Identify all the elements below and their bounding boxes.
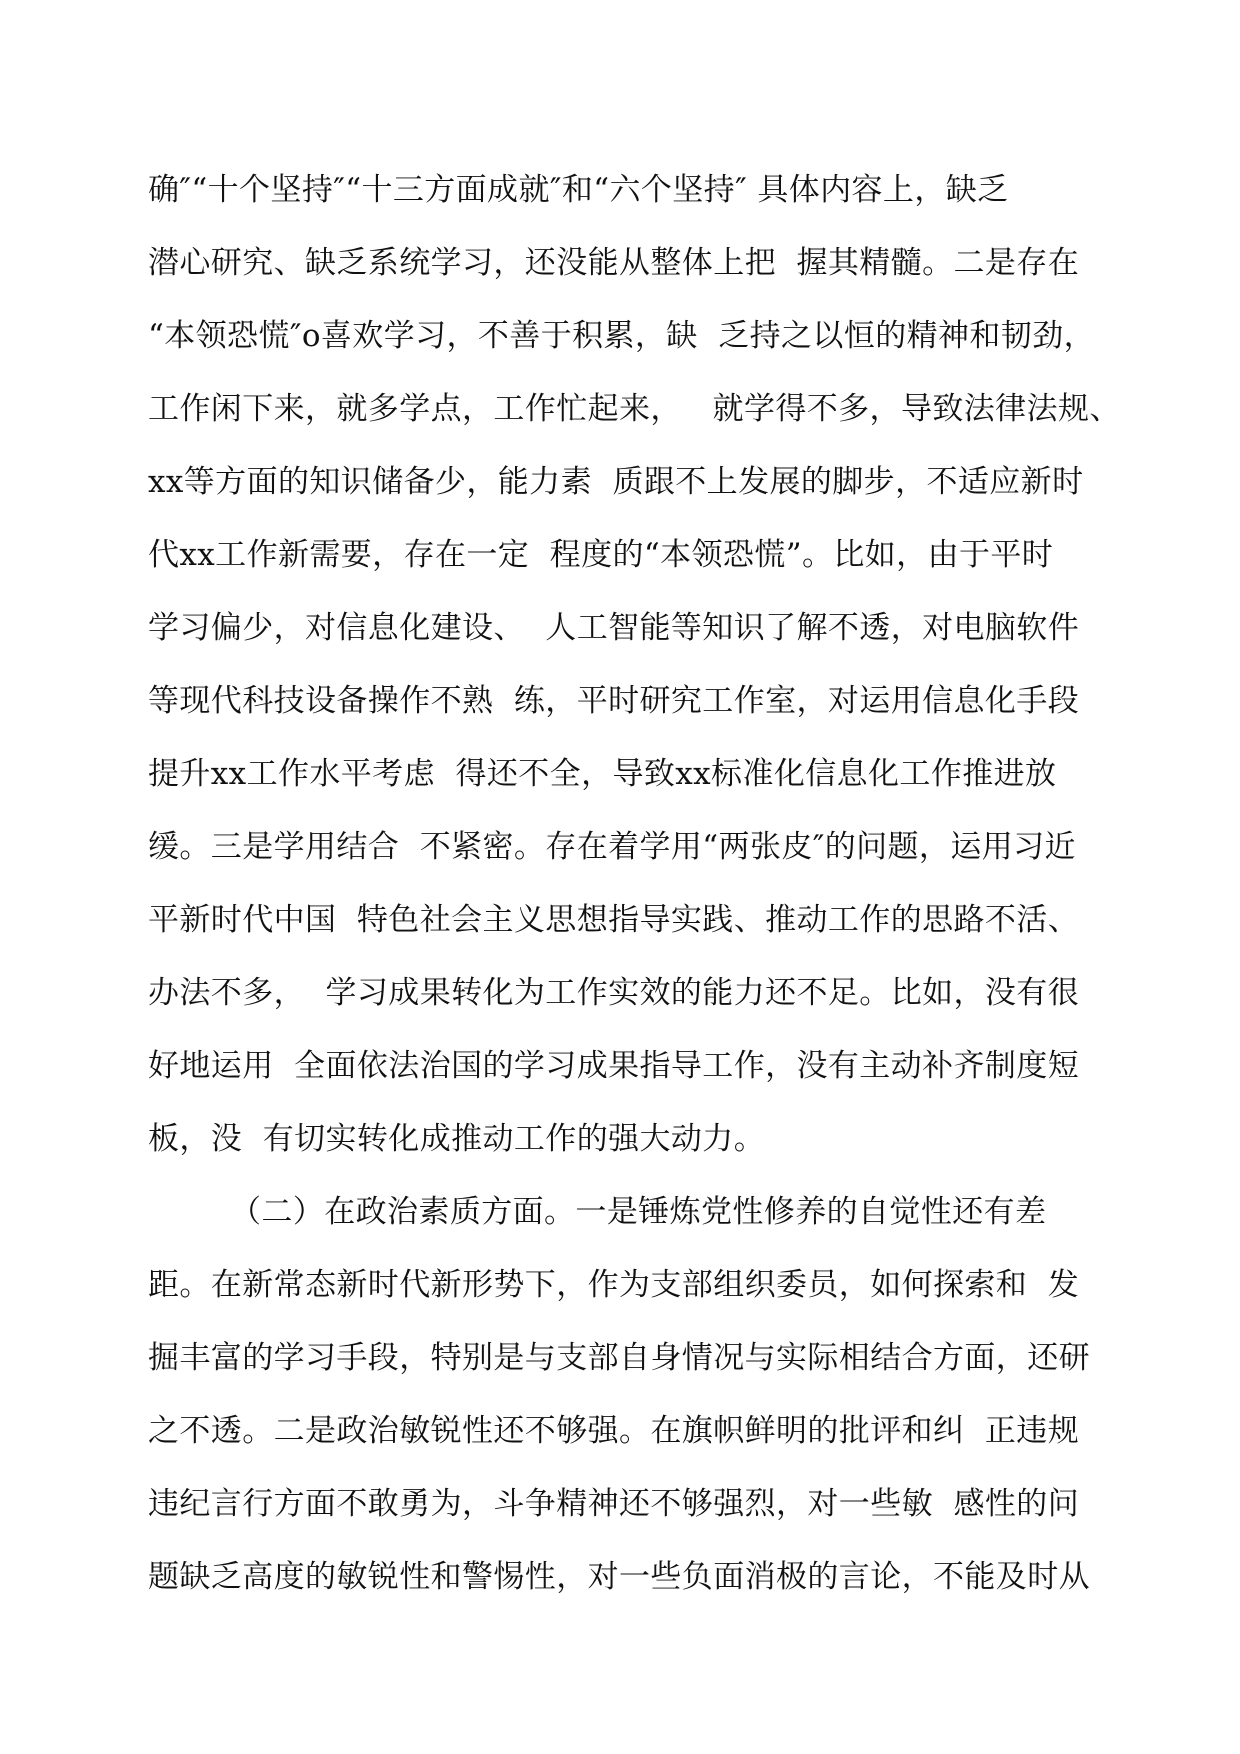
text-line-2: 潜心研究、缺乏系统学习，还没能从整体上把 握其精髓。二是存在 xyxy=(148,245,1080,281)
text-line-3: “本领恐慌″o喜欢学习，不善于积累，缺 乏持之以恒的精神和韧劲， xyxy=(148,318,1095,354)
text-line-9: 提升xx工作水平考虑 得还不全，导致xx标准化信息化工作推进放 xyxy=(148,756,1057,792)
text-line-15: （二）在政治素质方面。一是锤炼党性修养的自觉性还有差 xyxy=(148,1194,1047,1230)
text-line-18: 之不透。二是政治敏锐性还不够强。在旗帜鲜明的批评和纠 正违规 xyxy=(148,1413,1080,1449)
text-line-6: 代xx工作新需要，存在一定 程度的“本领恐慌”。比如，由于平时 xyxy=(148,537,1054,573)
text-line-16: 距。在新常态新时代新形势下，作为支部组织委员，如何探索和 发 xyxy=(148,1267,1080,1303)
text-line-1: 确″“十个坚持″“十三方面成就″和“六个坚持″ 具体内容上，缺乏 xyxy=(148,172,1009,208)
text-line-7: 学习偏少，对信息化建设、 人工智能等知识了解不透，对电脑软件 xyxy=(148,610,1080,646)
text-line-17: 掘丰富的学习手段，特别是与支部自身情况与实际相结合方面，还研 xyxy=(148,1340,1090,1376)
text-line-20: 题缺乏高度的敏锐性和警惕性，对一些负面消极的言论，不能及时从 xyxy=(148,1559,1090,1595)
text-line-13: 好地运用 全面依法治国的学习成果指导工作，没有主动补齐制度短 xyxy=(148,1048,1080,1084)
text-line-4: 工作闲下来，就多学点，工作忙起来， 就学得不多，导致法律法规、 xyxy=(148,391,1121,427)
text-line-5: xx等方面的知识储备少，能力素 质跟不上发展的脚步，不适应新时 xyxy=(148,464,1084,500)
text-line-19: 违纪言行方面不敢勇为，斗争精神还不够强烈，对一些敏 感性的问 xyxy=(148,1486,1080,1522)
text-line-12: 办法不多， 学习成果转化为工作实效的能力还不足。比如，没有很 xyxy=(148,975,1080,1011)
text-line-10: 缓。三是学用结合 不紧密。存在着学用“两张皮″的问题，运用习近 xyxy=(148,829,1076,865)
text-line-8: 等现代科技设备操作不熟 练，平时研究工作室，对运用信息化手段 xyxy=(148,683,1080,719)
text-line-14: 板，没 有切实转化成推动工作的强大动力。 xyxy=(148,1121,766,1157)
text-line-11: 平新时代中国 特色社会主义思想指导实践、推动工作的思路不活、 xyxy=(148,902,1080,938)
